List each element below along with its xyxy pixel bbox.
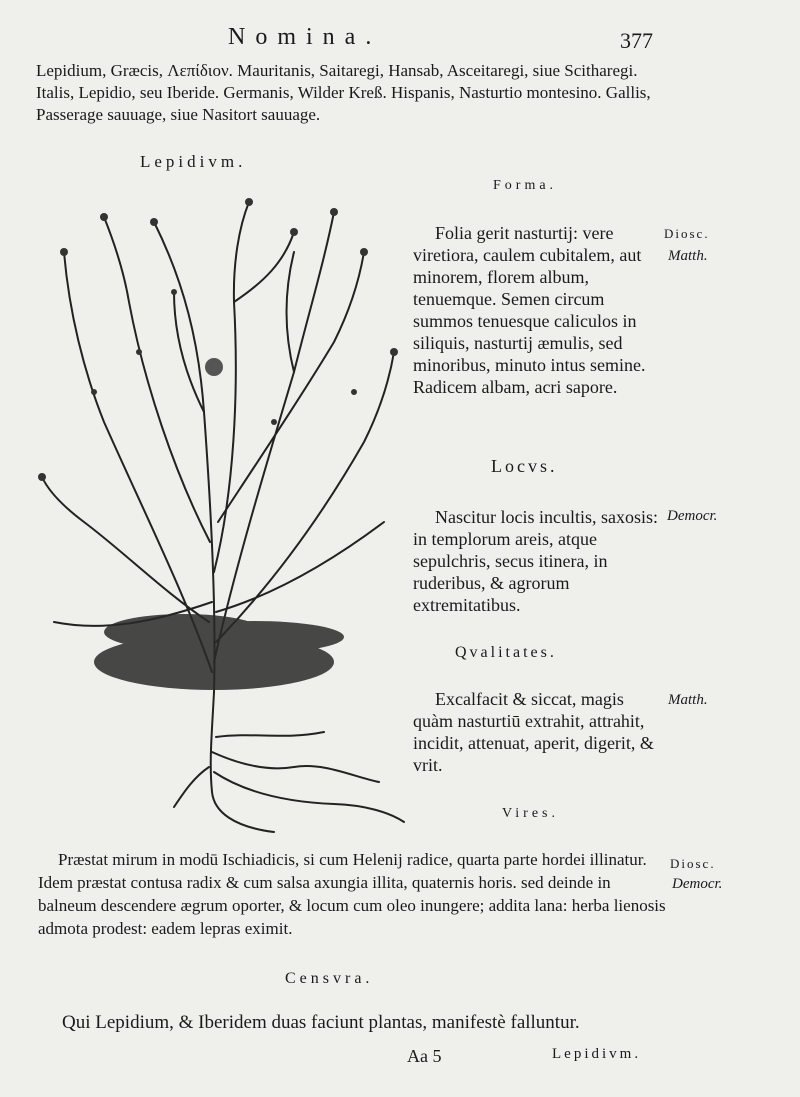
forma-heading: Forma. <box>493 178 558 193</box>
running-head: Nomina. <box>228 24 382 50</box>
margin-note: Democr. <box>667 508 718 524</box>
locus-text: Nascitur locis incultis, saxosis: in templorum areis, atque sepulchris, secus itinera, in ruderibus, & agrorum extremitatibus. <box>413 507 658 615</box>
plant-caption: Lepidivm. <box>140 152 247 171</box>
qualitates-heading: Qvalitates. <box>455 644 557 661</box>
nomina-paragraph: Lepidium, Græcis, Λεπίδιον. Mauritanis, Saitaregi, Hansab, Asceitaregi, siue Scitharegi. Italis, Lepidio, seu Iberide. Germanis, Wilder Kreß. Hispanis, Nasturtio montesino. Gallis, Passerage sauuage, siue Nasitort sauuage. <box>36 61 651 124</box>
margin-note: Matth. <box>668 692 708 708</box>
page-number: 377 <box>620 28 653 53</box>
vires-text: Præstat mirum in modū Ischiadicis, si cum Helenij radice, quarta parte hordei illinatur. Idem præstat contusa radix & cum salsa axungia illita, quaternis horis. sed deinde in balneum descendere ægrum oporter, & locum cum oleo inungere; addita lana: herba lienosis admota prodest: eadem lepras eximit. <box>38 850 666 938</box>
censura-heading: Censvra. <box>285 970 374 987</box>
margin-note: Diosc. <box>664 226 710 241</box>
signature-mark: Aa 5 <box>407 1046 442 1066</box>
margin-note: Democr. <box>672 876 723 892</box>
vires-heading: Vires. <box>502 806 559 821</box>
margin-note: Matth. <box>668 248 708 264</box>
lepidium-woodcut-illustration <box>34 192 414 842</box>
margin-note: Diosc. <box>670 856 716 871</box>
catchword: Lepidivm. <box>552 1046 642 1062</box>
qualitates-text: Excalfacit & siccat, magis quàm nasturtiū extrahit, attrahit, incidit, attenuat, aperit, digerit, & vrit. <box>413 689 654 775</box>
forma-text: Folia gerit nasturtij: vere viretiora, caulem cubitalem, aut minorem, florem album, tenuemque. Semen circum summos tenuesque caliculos in siliquis, nasturtij æmulis, sed minoribus, minuto intus semine. Radicem albam, acri sapore. <box>413 223 646 397</box>
censura-text: Qui Lepidium, & Iberidem duas faciunt plantas, manifestè falluntur. <box>62 1012 580 1033</box>
locus-heading: Locvs. <box>491 456 558 476</box>
